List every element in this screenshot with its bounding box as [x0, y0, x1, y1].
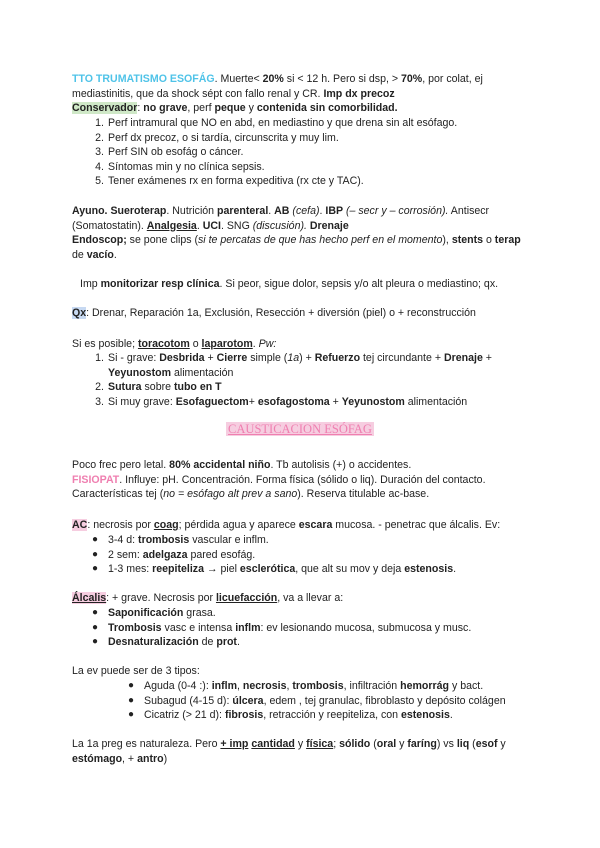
- conservador-label: Conservador: [72, 102, 138, 114]
- text: no grave: [143, 102, 188, 114]
- alcalis-label: Álcalis: [72, 592, 107, 604]
- text: : Drenar, Reparación 1a, Exclusión, Resección + diversión (piel) o + reconstrucción: [86, 307, 476, 319]
- text: inflm: [235, 621, 261, 634]
- text: Imp: [80, 278, 101, 290]
- text: licuefacción: [215, 592, 278, 604]
- list-item: [128, 708, 544, 723]
- bullet-icon: ●: [128, 694, 135, 706]
- text: escara: [298, 519, 333, 531]
- text: Perf dx precoz, o si tardía, circunscrita y muy lim.: [108, 131, 339, 144]
- text: de: [198, 636, 217, 649]
- list-item: [95, 131, 538, 146]
- text: Refuerzo: [314, 352, 361, 364]
- text: Tener exámenes rx en forma expeditiva (rx cte y TAC).: [108, 175, 364, 188]
- bullet-icon: ●: [92, 548, 99, 560]
- text: antro: [137, 752, 164, 765]
- list-item: [128, 694, 544, 709]
- text: Imp dx precoz: [323, 87, 395, 100]
- text: .: [196, 219, 203, 232]
- text: estenosis: [401, 709, 450, 722]
- text: y: [497, 738, 506, 750]
- bullet-icon: ●: [92, 621, 99, 633]
- list-item: [95, 160, 538, 175]
- text: ,: [286, 680, 293, 692]
- text: trombosis: [292, 680, 344, 692]
- text: liq: [456, 738, 470, 750]
- list-number: 2.: [95, 381, 104, 394]
- text: se pone clips (: [126, 234, 198, 247]
- section-heading: [0, 422, 600, 437]
- text: ). Reserva titulable ac-base.: [297, 488, 430, 501]
- list-item: [128, 679, 544, 694]
- text: de: [72, 248, 87, 261]
- text: +: [248, 395, 258, 408]
- text: , edem , tej granulac, fibroblasto y depósito colágen: [263, 694, 506, 707]
- text: . Tb autolisis (+) o accidentes.: [270, 459, 412, 471]
- bullet-icon: ●: [92, 607, 99, 618]
- text: y: [245, 102, 257, 114]
- text: estenosis: [404, 563, 454, 576]
- text: Síntomas min y no clínica sepsis.: [108, 160, 265, 173]
- text: Desnaturalización: [108, 636, 199, 649]
- text: . Nutrición: [166, 205, 218, 217]
- text: Yeyunostom: [341, 395, 405, 408]
- text: ) vs: [436, 738, 457, 750]
- text: Subagud (4-15 d):: [144, 694, 233, 707]
- text: . Si peor, sigue dolor, sepsis y/o alt pleura o mediastino; qx.: [219, 278, 499, 290]
- text: .: [113, 248, 117, 261]
- text: necrosis: [242, 680, 287, 692]
- text: ,: [237, 680, 243, 692]
- bullet-icon: ●: [128, 709, 135, 721]
- text: La 1a preg es naturaleza. Pero: [72, 738, 221, 750]
- text: inflm: [211, 680, 238, 692]
- text: física: [306, 738, 334, 750]
- text: (: [469, 738, 476, 750]
- text: reepiteliza: [152, 563, 204, 576]
- text: 2 sem:: [108, 548, 143, 561]
- text: no = esófago alt prev a sano: [163, 488, 298, 501]
- text: adelgaza: [142, 548, 188, 561]
- text: . Muerte<: [214, 73, 263, 85]
- text: (– secr y – corrosión).: [343, 205, 449, 217]
- text: : + grave. Necrosis por: [106, 592, 216, 604]
- text: Esofaguectom: [175, 395, 249, 408]
- text: pared esofág.: [187, 548, 256, 561]
- ac-label: AC: [72, 519, 88, 531]
- text: contenida sin comorbilidad.: [256, 102, 398, 114]
- text: mucosa. - penetrac que álcalis. Ev:: [332, 519, 501, 531]
- text: y: [294, 738, 307, 750]
- alcalis-list: [92, 606, 538, 650]
- text: Si - grave:: [108, 352, 160, 364]
- text: , infiltración: [343, 680, 401, 692]
- text: prot: [216, 636, 237, 649]
- text: → piel: [203, 563, 240, 576]
- text: .: [236, 636, 240, 649]
- text: +: [329, 395, 342, 408]
- text: + imp: [220, 738, 249, 750]
- text: oral: [376, 738, 397, 750]
- text: esclerótica: [239, 563, 296, 576]
- list-item: [92, 635, 538, 650]
- list-item: [92, 548, 538, 563]
- text: ) +: [299, 352, 315, 364]
- text: parenteral: [217, 205, 269, 217]
- text: ;: [333, 738, 340, 750]
- list-item: [95, 395, 538, 410]
- text: Aguda (0-4 :):: [144, 680, 212, 692]
- list-number: 4.: [95, 160, 104, 173]
- text: La ev puede ser de 3 tipos:: [72, 665, 200, 677]
- text: esofagostoma: [257, 395, 330, 408]
- ev-title: [72, 664, 532, 679]
- text: Características tej (: [72, 488, 164, 501]
- bullet-icon: ●: [128, 680, 135, 691]
- text: alimentación: [171, 366, 234, 379]
- text: y bact.: [449, 680, 484, 692]
- text: Sueroterap: [107, 205, 167, 217]
- text: terap: [494, 234, 521, 247]
- si-posible-line: [72, 337, 532, 352]
- text: . SNG: [220, 219, 253, 232]
- text: , retracción y reepiteliza, con: [263, 709, 401, 722]
- text: grasa.: [183, 607, 216, 619]
- list-number: 2.: [95, 131, 104, 144]
- text: y: [396, 738, 408, 750]
- text: +: [482, 352, 492, 364]
- list-item: [92, 606, 538, 621]
- text: : ev lesionando mucosa, submucosa y musc.: [260, 621, 472, 634]
- text: úlcera: [232, 694, 264, 707]
- ev-list: [128, 679, 544, 723]
- text: o: [483, 234, 495, 247]
- text: Ayuno.: [72, 205, 108, 217]
- text: monitorizar resp clínica: [100, 278, 220, 290]
- text: .: [449, 709, 453, 722]
- text: ): [163, 752, 168, 765]
- text: Poco frec pero letal.: [72, 459, 170, 471]
- text: 3-4 d:: [108, 534, 139, 546]
- text: 80% accidental niño: [169, 459, 271, 471]
- list-item: [95, 116, 538, 131]
- text: , que alt su mov y deja: [295, 563, 405, 576]
- text: Perf intramural que NO en abd, en mediastino y que drena sin alt esófago.: [108, 117, 458, 129]
- text: Antisecr (Somatostatin).: [72, 205, 490, 232]
- text: Cierre: [216, 352, 248, 364]
- text: (discusión).: [252, 219, 307, 232]
- ac-line: [72, 518, 532, 533]
- text: vacío: [86, 248, 114, 261]
- qx-label: Qx: [72, 307, 87, 319]
- bullet-icon: ●: [92, 534, 99, 545]
- list-item: [92, 533, 538, 548]
- text: .: [319, 205, 326, 217]
- text: , va a llevar a:: [277, 592, 344, 604]
- text: 20%: [262, 73, 284, 85]
- text: IBP: [325, 205, 344, 217]
- text: estómago: [72, 752, 123, 765]
- text: . Influye: pH. Concentración. Forma física (sólido o liq). Duración del contacto.: [119, 473, 486, 486]
- text: hemorrág: [400, 680, 450, 692]
- text: peque: [214, 102, 246, 114]
- text: toracotom: [137, 338, 190, 350]
- text: si te percatas de que has hecho perf en el momento: [197, 234, 443, 247]
- text: ),: [442, 234, 452, 247]
- text: Pw:: [258, 338, 277, 350]
- list-item: [95, 380, 538, 395]
- text: AB: [274, 205, 290, 217]
- text: (: [370, 738, 377, 750]
- text: , +: [122, 752, 138, 765]
- list-number: 1.: [95, 352, 104, 364]
- list-number: 1.: [95, 117, 104, 129]
- list-number: 3.: [95, 146, 104, 159]
- list-item: [95, 145, 538, 160]
- alcalis-line: [72, 591, 532, 606]
- text: Drenaje: [306, 219, 349, 232]
- text: sobre: [141, 381, 174, 394]
- text: Sutura: [108, 381, 142, 394]
- text: Cicatriz (> 21 d):: [144, 709, 225, 722]
- list-item: [95, 351, 538, 380]
- bullet-icon: ●: [92, 636, 99, 648]
- text: UCI: [202, 219, 221, 232]
- text: :: [137, 102, 144, 114]
- text: 70%: [401, 73, 423, 85]
- text: stents: [451, 234, 484, 247]
- text: sólido: [339, 738, 371, 750]
- text: o: [189, 338, 202, 350]
- text: tej circundante +: [360, 352, 444, 364]
- text: Desbrida: [159, 352, 205, 364]
- text: vasc e intensa: [161, 621, 236, 634]
- caust-intro: [72, 458, 532, 502]
- text: CAUSTICACION ESÓFAG: [228, 422, 372, 436]
- surgery-list: [95, 351, 538, 409]
- text: , perf: [187, 102, 215, 114]
- text: +: [204, 352, 217, 364]
- text: 1-3 mes:: [108, 563, 153, 576]
- text: .: [268, 205, 275, 217]
- text: 1a: [287, 352, 300, 364]
- text: Drenaje: [443, 352, 483, 364]
- text: esof: [475, 738, 498, 750]
- list-item: [92, 562, 538, 577]
- text: simple (: [247, 352, 288, 364]
- final-paragraph: [72, 737, 532, 766]
- list-item: [95, 174, 538, 189]
- conservador-list: [95, 116, 538, 189]
- ac-list: [92, 533, 538, 577]
- text: , por colat, ej mediastinitis, que da shock sépt con fallo renal y CR.: [72, 73, 483, 100]
- text: fibrosis: [224, 709, 264, 722]
- monitorizar-line: [80, 277, 540, 292]
- qx-line: [72, 306, 532, 321]
- ayuno-paragraph: [72, 204, 532, 262]
- text: Yeyunostom: [108, 366, 171, 379]
- text: Perf SIN ob esofág o cáncer.: [108, 146, 244, 159]
- text: cantidad: [251, 738, 295, 750]
- text: (cefa): [289, 205, 320, 217]
- tto-title: TTO TRUMATISMO ESOFÁG: [72, 73, 215, 85]
- text: laparotom: [201, 338, 253, 350]
- text: .: [252, 338, 259, 350]
- text: Si muy grave:: [108, 395, 176, 408]
- list-number: 5.: [95, 175, 104, 188]
- text: Trombosis: [108, 621, 162, 634]
- text: vascular e inflm.: [189, 534, 269, 546]
- text: Endoscop;: [72, 234, 127, 247]
- text: coag: [153, 519, 179, 531]
- text: : necrosis por: [87, 519, 154, 531]
- text: si < 12 h. Pero si dsp, >: [283, 73, 402, 85]
- list-item: [92, 621, 538, 636]
- tto-intro: [72, 72, 532, 101]
- text: Saponificación: [108, 607, 184, 619]
- text: ; pérdida agua y aparece: [178, 519, 299, 531]
- text: .: [453, 563, 457, 576]
- text: Analgesia: [146, 219, 197, 232]
- text: tubo en T: [173, 381, 222, 394]
- conservador-line: [72, 101, 532, 116]
- text: faríng: [407, 738, 437, 750]
- bullet-icon: ●: [92, 563, 99, 575]
- fisiopat-label: FISIOPAT: [72, 473, 120, 486]
- text: Si es posible;: [72, 338, 138, 350]
- text: alimentación: [404, 395, 468, 408]
- text: trombosis: [138, 534, 190, 546]
- list-number: 3.: [95, 395, 104, 408]
